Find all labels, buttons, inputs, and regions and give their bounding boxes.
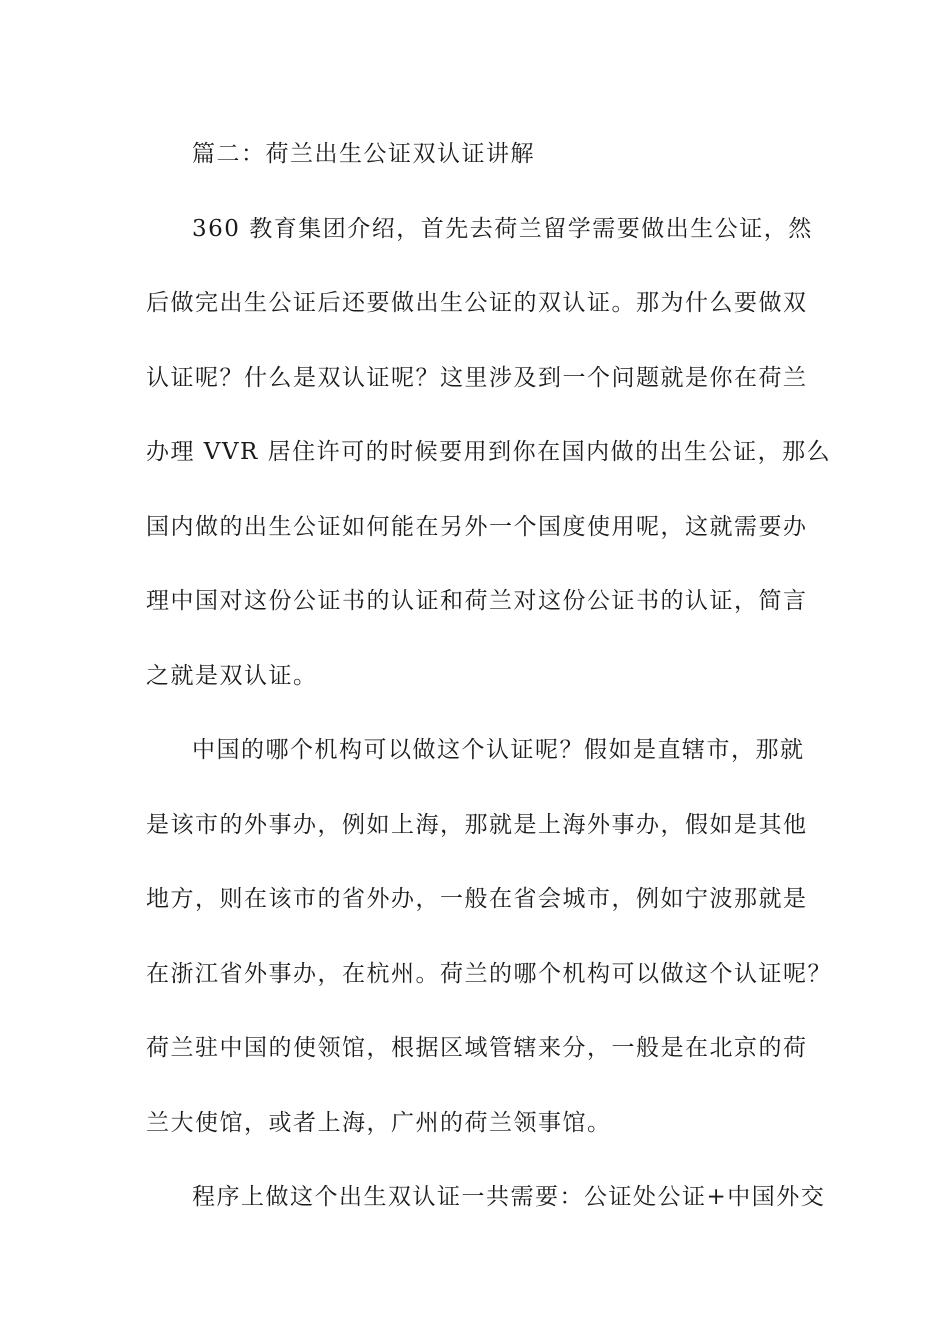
paragraph-3-line-1: 程序上做这个出生双认证一共需要：公证处公证+中国外交 — [192, 1184, 826, 1210]
paragraph-1-line-5: 国内做的出生公证如何能在另外一个国度使用呢，这就需要办 — [146, 513, 808, 540]
paragraph-1-line-6: 理中国对这份公证书的认证和荷兰对这份公证书的认证，简言 — [146, 588, 808, 614]
paragraph-2-line-6: 兰大使馆，或者上海，广州的荷兰领事馆。 — [146, 1109, 612, 1136]
section-heading: 篇二：荷兰出生公证双认证讲解 — [192, 141, 535, 167]
paragraph-2-line-4: 在浙江省外事办，在杭州。荷兰的哪个机构可以做这个认证呢？ — [146, 960, 832, 987]
paragraph-1-line-2: 后做完出生公证后还要做出生公证的双认证。那为什么要做双 — [146, 290, 808, 316]
paragraph-2-line-3: 地方，则在该市的省外办，一般在省会城市，例如宁波那就是 — [146, 886, 808, 912]
document-body — [146, 139, 846, 1257]
paragraph-1-line-7: 之就是双认证。 — [146, 662, 318, 689]
paragraph-1-line-1: 360 教育集团介绍，首先去荷兰留学需要做出生公证，然 — [192, 215, 813, 242]
paragraph-1-line-3: 认证呢？什么是双认证呢？这里涉及到一个问题就是你在荷兰 — [146, 364, 808, 391]
paragraph-2-line-2: 是该市的外事办，例如上海，那就是上海外事办，假如是其他 — [146, 811, 808, 838]
paragraph-2-line-1: 中国的哪个机构可以做这个认证呢？假如是直辖市，那就 — [192, 737, 805, 763]
paragraph-2-line-5: 荷兰驻中国的使领馆，根据区域管辖来分，一般是在北京的荷 — [146, 1035, 808, 1061]
paragraph-1-line-4: 办理 VVR 居住许可的时候要用到你在国内做的出生公证，那么 — [146, 439, 832, 465]
